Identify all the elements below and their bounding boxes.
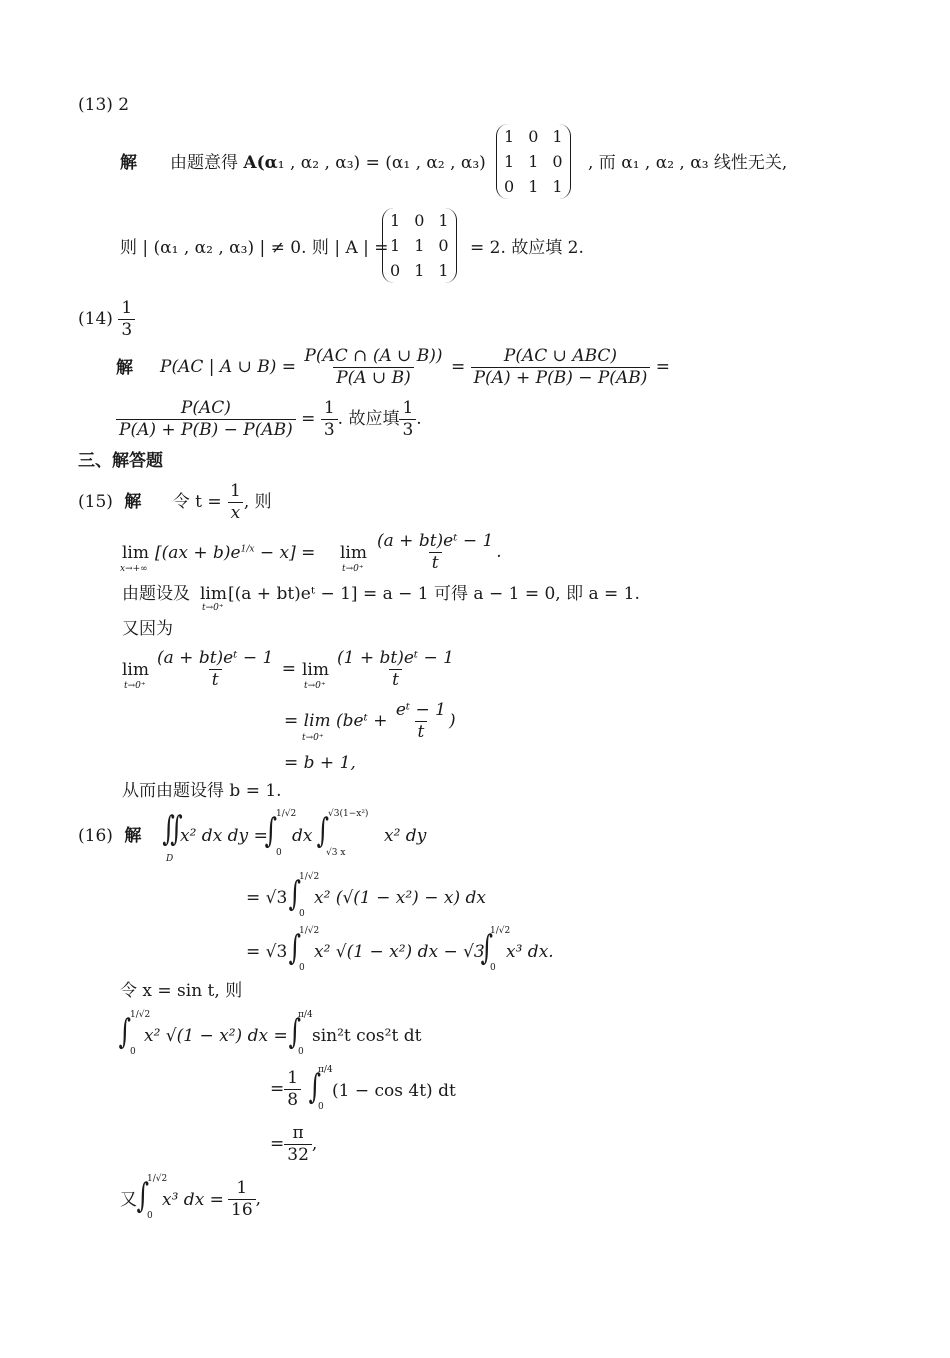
q14-tail-num: 1 [402,398,414,418]
q16-up-4: 1/√2 [490,926,511,936]
q14-frac1-num: P(AC ∩ (A ∪ B)) [304,346,443,366]
q16-head [78,828,141,845]
q15-lim-4: lim [122,660,149,680]
q16-l7-wrap [270,1125,317,1164]
q16-integral-icon-7: ∫ [288,1012,302,1052]
q16-l1c: x² dy [384,826,427,846]
q16-l6b: (1 − cos 4t) dt [332,1081,456,1101]
q16-up-2: 1/√2 [299,872,320,882]
q13-m1-r2c1: 1 [504,152,515,171]
q13-jie-label: 解 [120,153,137,173]
q16-l6a: = [270,1079,285,1099]
q13-m2-r3c3: 1 [438,261,449,280]
q15-lim-2-sub: t→0⁺ [342,564,364,574]
q15-line2-exp: 1/x [240,544,255,555]
q15-lim-6-sub: t→0⁺ [302,733,324,743]
q16-lo-inner: √3 x [326,848,346,858]
q13-m1-r3c2: 1 [528,177,539,196]
q15-line6-pre: = lim (beᵗ + [284,711,388,731]
q15-line5-frac1-wrap: $\frac{\text{(a + bt)eᵗ − 1}}{t}$ = [154,650,296,689]
q14-answer-fraction [118,300,135,339]
q13-line1-c: ₁ , α₂ , α₃) = (α₁ , α₂ , α₃) [277,153,486,173]
q15-frac-a-num: (a + bt)eᵗ − 1 [377,531,494,551]
q15-lim-3-sub: t→0⁺ [202,603,224,613]
q13-m2-r1c1: 1 [390,211,401,230]
q16-lo-5: 0 [130,1047,136,1057]
q15-line2-mid: [(ax + b)e [155,543,241,563]
q13-m2-r3c1: 0 [390,261,401,280]
q13-m2-r2c3: 0 [438,236,449,255]
q15-frac-c-den: t [389,669,402,689]
q14-frac-2 [471,348,651,387]
q16-integral-icon-5: ∫ [480,928,494,968]
q16-l7-tail: , [311,1134,318,1154]
q16-l8-num: 1 [236,1178,248,1198]
q16-up-1: 1/√2 [276,809,297,819]
q16-head-label: (16) [78,826,113,846]
q15-frac-a [374,533,496,572]
q14-tail: . 故应填 [337,409,400,429]
q15-frac-b-den: t [209,669,222,689]
q15-t-frac [227,483,244,522]
q16-integral-icon-3: ∫ [288,874,302,914]
q16-lo-1: 0 [276,848,282,858]
q14-result-den: 3 [321,419,338,439]
q13-heading: (13) 2 [78,95,130,115]
q16-l8a: 又 [120,1190,137,1210]
q13-m1-r1c3: 1 [552,127,563,146]
q13-m1-r2c3: 0 [552,152,563,171]
q15-line3-pre: 由题设及 [122,584,190,604]
q16-l8-frac-wrap [228,1180,261,1219]
q15-frac-b [154,650,276,689]
q15-lim-3: lim [200,584,227,604]
q14-result-num: 1 [323,398,335,418]
q16-l2: = √3 [246,888,288,908]
q14-heading [78,300,135,339]
q15-t-den: x [228,502,244,522]
q14-tail-end: . [416,409,422,429]
q15-frac-d [393,702,449,741]
q16-l1b: dx [292,826,313,846]
q13-m2-r3c2: 1 [414,261,425,280]
q15-lim-2: lim [340,543,367,563]
q15-line6-post: ) [449,711,456,731]
q13-line2-tail: = 2. 故应填 2. [470,238,584,258]
q13-line2-text: 则 | (α₁ , α₂ , α₃) | ≠ 0. 则 | A | = [120,238,389,258]
q15-line3-post: [(a + bt)eᵗ − 1] = a − 1 可得 a − 1 = 0, 即 a = 1. [228,584,640,604]
q16-region-D: D [166,854,174,864]
q16-l4: 令 x = sin t, 则 [120,981,243,1001]
q13-m2-r1c2: 0 [414,211,425,230]
q16-lo-3: 0 [299,963,305,973]
q16-up-8: 1/√2 [147,1174,168,1184]
q13-m1-r2c2: 1 [528,152,539,171]
section-heading: 三、解答题 [78,451,163,471]
q13-m1-r1c2: 0 [528,127,539,146]
q15-line2-end: − x] = [254,543,316,563]
q13-line1-tail: , 而 α₁ , α₂ , α₃ 线性无关, [588,153,788,173]
q13-line1-text [170,155,486,172]
q14-eq-2: = [655,357,671,377]
q14-head-label: (14) [78,309,113,329]
q14-answer-den: 3 [118,319,135,339]
q16-l5a: x² √(1 − x²) dx = [144,1026,288,1046]
q14-tail-frac [399,400,416,439]
q16-lo-4: 0 [490,963,496,973]
q16-l7-den: 32 [284,1144,312,1164]
q15-line1 [78,483,272,522]
q16-lo-7: 0 [318,1102,324,1112]
q16-integral-icon-1: ∫ [264,811,278,851]
q16-integral-icon-9: ∫ [136,1176,150,1216]
q15-frac-c-num: (1 + bt)eᵗ − 1 [337,648,454,668]
q16-up-inner: √3(1−x²) [328,809,369,819]
q13-m1-r1c1: 1 [504,127,515,146]
q16-lo-8: 0 [147,1211,153,1221]
q16-l8-frac [228,1180,256,1219]
q16-up-pi4: π/4 [298,1010,313,1020]
q16-l8-tail: , [255,1189,262,1209]
q15-frac-d-num: eᵗ − 1 [395,700,446,720]
q14-frac3-num: P(AC) [180,398,231,418]
q16-l3b: x³ dx. [506,942,554,962]
q15-line4: 又因为 [122,619,173,639]
q16-up-pi4-2: π/4 [318,1065,333,1075]
q14-lhs: P(AC | A ∪ B) = [160,357,296,377]
q15-frac-d-den: t [415,721,428,741]
q13-m2-r2c1: 1 [390,236,401,255]
q16-lo-2: 0 [299,909,305,919]
q14-frac2-num: P(AC ∪ ABC) [503,346,618,366]
q14-jie-label: 解 [116,358,133,378]
q13-m1-r3c3: 1 [552,177,563,196]
q13-line1-b: A(α [243,153,278,173]
q15-line7: = b + 1, [284,753,356,773]
q13-m1-r3c1: 0 [504,177,515,196]
q15-ze: , 则 [243,492,272,512]
q14-frac1-den: P(A ∪ B) [333,367,414,387]
q16-l6-num: 1 [287,1068,299,1088]
q14-eq-3: = [301,409,316,429]
q16-double-integral-icon: ∬ [162,809,183,849]
q15-line5-frac2-wrap [334,650,457,689]
q16-l3-start: = √3 [246,942,288,962]
q15-line2-frac-wrap: $\frac{\text{(a + bt)eᵗ − 1}}{t}$ . [374,533,502,572]
q16-l3a: x² √(1 − x²) dx − √3 [314,942,485,962]
q16-up-3: 1/√2 [299,926,320,936]
q13-m2-r2c2: 1 [414,236,425,255]
q15-lim-4-sub: t→0⁺ [124,681,146,691]
q15-lim-1: lim [122,543,149,563]
q16-integral-icon-2: ∫ [316,811,330,851]
q16-l7-eq: = [270,1134,285,1154]
q14-eq-1: = [450,357,466,377]
q15-frac-c [334,650,457,689]
q16-l2b: x² (√(1 − x²) − x) dx [314,888,486,908]
q15-frac-a-den: t [429,552,442,572]
q13-matrix-1 [496,124,571,199]
q16-l8b: x³ dx = [162,1190,224,1210]
q14-frac-3 [116,400,296,439]
q14-frac2-den: P(A) + P(B) − P(AB) [471,367,651,387]
q15-line8: 从而由题设得 b = 1. [122,781,282,801]
q15-lim-5-sub: t→0⁺ [304,681,326,691]
q14-result-frac [321,400,338,439]
q16-l6-den: 8 [284,1089,301,1109]
q16-l6-wrap [270,1070,301,1109]
q16-integral-icon-6: ∫ [118,1012,132,1052]
q16-jie-label: 解 [124,826,142,846]
q16-integral-icon-8: ∫ [308,1067,322,1107]
q14-frac-1 [301,348,445,387]
q15-ling: 令 t = [172,492,222,512]
q15-jie-label: 解 [124,492,142,512]
q15-lim-5: lim [302,660,329,680]
q15-head: (15) [78,492,113,512]
q14-frac3-den: P(A) + P(B) − P(AB) [116,419,296,439]
q16-l6-frac [284,1070,301,1109]
q15-t-num: 1 [230,481,241,501]
q16-lo-6: 0 [298,1047,304,1057]
q14-formula-line1 [160,348,670,387]
q16-l7-num: π [292,1123,304,1143]
q16-l8-den: 16 [228,1199,256,1219]
q15-frac-b-num: (a + bt)eᵗ − 1 [157,648,274,668]
q15-lim-1-sub: x→+∞ [120,564,148,574]
q16-l5b: sin²t cos²t dt [312,1026,422,1046]
q14-tail-den: 3 [399,419,416,439]
q16-l1a: x² dx dy = [180,826,268,846]
q16-integral-icon-4: ∫ [288,928,302,968]
q13-matrix-2 [382,208,457,283]
q14-answer-num: 1 [121,298,133,318]
q14-formula-line2 [116,400,422,439]
q16-up-5: 1/√2 [130,1010,151,1020]
q16-l7-frac [284,1125,312,1164]
q13-m2-r1c3: 1 [438,211,449,230]
q13-line1-a: 由题意得 [170,153,238,173]
q15-line2-body [155,545,315,562]
